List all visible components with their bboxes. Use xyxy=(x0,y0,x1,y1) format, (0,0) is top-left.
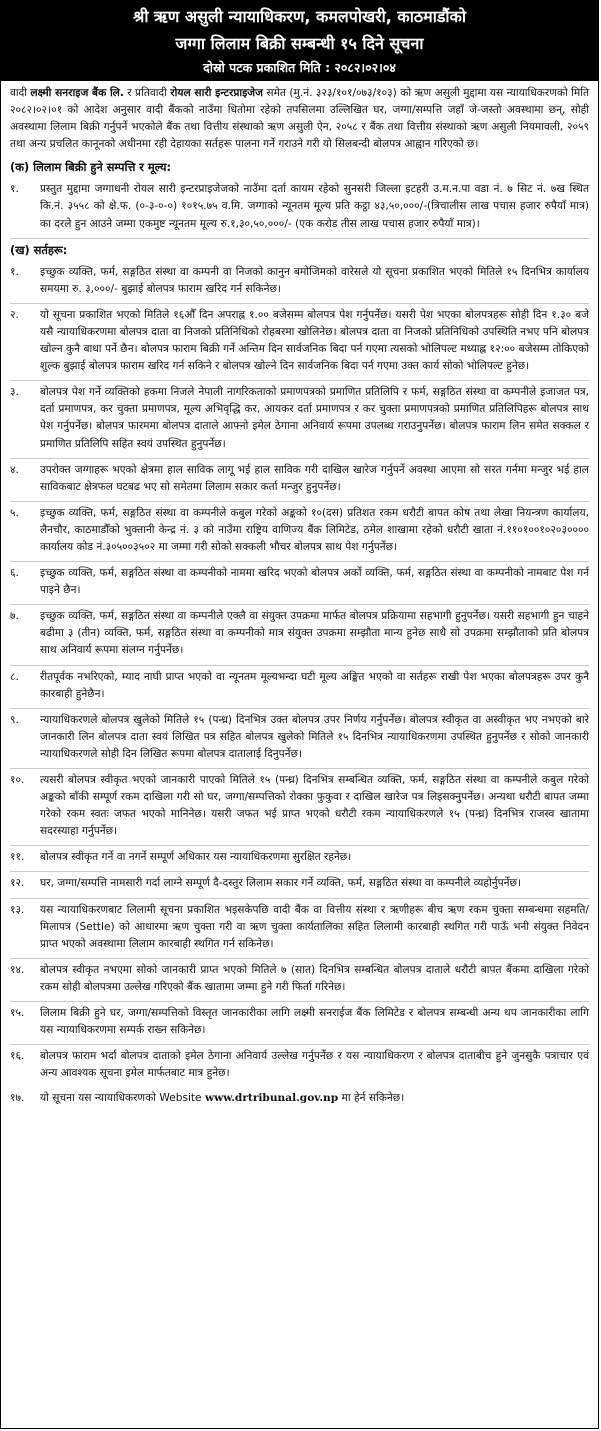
intro-mid: र प्रतिवादी xyxy=(123,87,171,99)
terms-item-text: उपरोक्त जग्गाहरू भएको क्षेत्रमा हाल साविक लागू भई हाल साविक गरी दाखिल खारेज गर्नुपर्ने अवस्था आएमा सो सरत गर्नमा मन्जुर भई हाल साविकबाट क्षेत्रफल घटबढ भए सो समेतमा लिलाम सकार कर्ता मन्जुर हुनुपर्नेछ। xyxy=(40,463,589,493)
terms-item-number: ११. xyxy=(10,851,25,864)
terms-item-text xyxy=(40,1090,589,1107)
section-property-heading: (क) लिलाम बिक्री हुने सम्पत्ति र मूल्य: xyxy=(10,160,172,175)
terms-item xyxy=(10,709,589,769)
terms-item xyxy=(10,562,589,605)
website-after: मा हेर्न सकिनेछ। xyxy=(338,1092,405,1105)
property-item-number: १. xyxy=(10,183,19,196)
terms-item-text: इच्छुक व्यक्ति, फर्म, सङ्गठित संस्था वा कम्पनीले एक्लै वा संयुक्त उपक्रमा मार्फत बोलपत्र प्रक्रियामा सहभागी हुनुपर्नेछ। यसरी सहभागी हुन चाहने बढीमा ३ (तीन) व्यक्ति, फर्म, सङ्गठित संस्था वा कम्पनीको मात्र संयुक्त उपक्रमा सम्झौता मान्य हुनेछ साथै सो उपक्रमा सम्झौताको प्रति बोलपत्र साथ अनिवार्य रूपमा संलग्न गर्नुपर्नेछ। xyxy=(40,610,589,657)
terms-item xyxy=(10,846,589,872)
terms-item xyxy=(10,899,589,959)
terms-item-number: १३. xyxy=(10,903,25,916)
terms-item-website xyxy=(10,1087,589,1112)
terms-item-number: १५. xyxy=(10,1007,25,1020)
terms-item-number: ४. xyxy=(10,463,19,476)
terms-item xyxy=(10,1002,589,1045)
intro-prefix: वादी xyxy=(10,87,31,99)
terms-item-number: ३. xyxy=(10,386,19,399)
terms-item xyxy=(10,872,589,898)
defendant-name: रोयल सारी इन्टरप्राइजेज xyxy=(170,87,264,99)
terms-item xyxy=(10,1045,589,1087)
terms-item-text: इच्छुक व्यक्ति, फर्म, सङ्गठित संस्था वा कम्पनी वा निजको कानुन बमोजिमको वारेसले यो सूचना प्रकाशित भएको मितिले १५ दिनभित्र कार्यालय समयमा रु. ३,०००/- बुझाई बोलपत्र फाराम खरिद गर्न सकिनेछ। xyxy=(40,265,589,295)
intro-text: समेत (मु.नं. ३२३/१०१/०७३/१०३) को ऋण असुली मुद्दामा यस न्यायाधिकरणको मिति २०८२।०२।०१ को आदेश अनुसार वादी बैंकको नाउँमा धितोमा रहेको तपसिलमा उल्लिखित घर, जग्गा/सम्पत्ति जहाँ जे-जस्तो अवस्थामा छन्, सोही अवस्थामा लिलाम बिक्री गर्नुपर्ने भएकोले बैंक तथा वित्तीय संस्थाको ऋण असुली ऐन, २०५८ र बैंक तथा वित्तीय संस्थाको ऋण असुली नियमावली, २०५९ तथा अन्य प्रचलित कानूनको अधीनमा रही देहायका सर्तहरू पालना गर्ने गराउने गरी यो सिलबन्दी बोलपत्र आह्वान गरिएको छ। xyxy=(10,87,590,151)
terms-item-number: ५. xyxy=(10,506,19,519)
property-item-text: प्रस्तुत मुद्दामा जग्गाधनी रोयल सारी इन्टरप्राइजेजको नाउँमा दर्ता कायम रहेको सुनसरी जिल्ला इटहरी उ.म.न.पा वडा नं. ७ सिट नं. ७ख स्थित कि.नं. ३५५८ को क्षे.फ. (०-३-०-०) १०१५.७५ व.मि. जग्गाको न्यूनतम मूल्य प्रति कट्ठा ४३,५०,०००/-(त्रिचालीस लाख पचास हजार रुपैयाँ मात्र) का दरले हुन आउने जम्मा एकमुष्ट न्यूनतम मूल्य रु.१,३०,५०,०००/- (एक करोड तीस लाख पचास हजार रुपैयाँ मात्र)। xyxy=(40,183,589,230)
terms-item xyxy=(10,261,589,304)
terms-item xyxy=(10,381,589,458)
published-date: दोस्रो पटक प्रकाशित मिति : २०८२।०२।०४ xyxy=(203,60,396,75)
notice-title-line2: जग्गा लिलाम बिक्री सम्बन्धी १५ दिने सूचना xyxy=(175,34,424,53)
plaintiff-name: लक्ष्मी सनराइज बैंक लि. xyxy=(30,87,124,99)
terms-item xyxy=(10,502,589,562)
terms-item xyxy=(10,666,589,709)
terms-item-number: १४. xyxy=(10,963,25,976)
property-item xyxy=(10,178,589,238)
terms-list xyxy=(10,261,589,1088)
terms-item-text: रीतपूर्वक नभरिएको, म्याद नाघी प्राप्त भएको वा न्यूनतम मूल्यभन्दा घटी मूल्य अङ्कित भएको वा सर्तहरू राखी पेश भएका बोलपत्रहरू उपर कुनै कारबाही हुनेछैन। xyxy=(40,670,589,700)
terms-item xyxy=(10,959,589,1002)
terms-item-number: १७. xyxy=(10,1092,25,1105)
terms-item-text: बोलपत्र फाराम भर्दा बोलपत्र दाताको इमेल ठेगाना अनिवार्य उल्लेख गर्नुपर्नेछ र यस न्यायाधिकरण र बोलपत्र दाताबीच हुने जुनसुकै पत्राचार एवं अन्य आवश्यक सूचना इमेल मार्फतबाट मात्र हुनेछ। xyxy=(40,1050,589,1080)
notice-title-line1: श्री ऋण असुली न्यायाधिकरण, कमलपोखरी, काठमाडौंको xyxy=(133,7,466,26)
terms-item-number: ७. xyxy=(10,610,19,623)
terms-item-number: ९. xyxy=(10,713,19,726)
terms-item-number: ८. xyxy=(10,670,19,683)
terms-item xyxy=(10,605,589,665)
terms-item xyxy=(10,459,589,502)
terms-item xyxy=(10,304,589,381)
terms-item-text: बोलपत्र स्वीकृत गर्ने वा नगर्ने सम्पूर्ण अधिकार यस न्यायाधिकरणमा सुरक्षित रहनेछ। xyxy=(40,851,352,864)
terms-item-text: न्यायाधिकरणले बोलपत्र खुलेको मितिले १५ (पन्ध्र) दिनभित्र उक्त बोलपत्र उपर निर्णय गर्नुपर्नेछ। बोलपत्र स्वीकृत वा अस्वीकृत भए नभएको बारे जानकारी लिन बोलपत्र दाता स्वयं लिखित पत्र सहित बोलपत्र खुलेको मितिले १५ दिनभित्र न्यायाधिकरणमा उपस्थित हुनुपर्नेछ र सोको जानकारी न्यायाधिकरणले सोही दिन लिखित रूपमा बोलपत्र दातालाई दिनुपर्नेछ। xyxy=(40,713,589,760)
terms-item-number: १०. xyxy=(10,774,25,786)
terms-item-text: बोलपत्र पेश गर्ने व्यक्तिको हकमा निजले नेपाली नागरिकताको प्रमाणपत्रको प्रमाणित प्रतिलिपि र फर्म, सङ्गठित संस्था वा कम्पनीले इजाजत पत्र, दर्ता प्रमाणपत्र, कर चुक्ता प्रमाणपत्र, मूल्य अभिवृद्धि कर, आयकर दर्ता प्रमाणपत्र र कर चुक्ता प्रमाणपत्रको प्रमाणित प्रतिलिपिहरू बोलपत्र साथ पेश गर्नुपर्नेछ। बोलपत्र फारममा बोलपत्र दाताले आफ्नो इमेल ठेगाना अनिवार्य रूपमा उपलब्ध गराउनुपर्नेछ। बोलपत्र फाराम लिन समेत सक्कल र प्रमाणित प्रतिलिपि सहित स्वयं उपस्थित हुनुपर्नेछ। xyxy=(40,386,589,450)
terms-item-text: यस न्यायाधिकरणबाट लिलामी सूचना प्रकाशित भइसकेपछि वादी बैंक वा वित्तीय संस्था र ऋणीहरू बीच ऋण रकम चुक्ता सम्बन्धमा सहमति/मिलापत्र (Settle) को आधारमा ऋण चुक्ता गरी वा ऋण चुक्ता कार्यतालिका सहित लिलामी कारबाही स्थगित गरी पाऊँ भनी संयुक्त निवेदन प्राप्त भएको अवस्थामा लिलाम कारबाही स्थगित गर्न सकिनेछ। xyxy=(40,903,589,950)
notice-header xyxy=(1,1,598,81)
section-terms-heading: (ख) सर्तहरू: xyxy=(10,242,68,257)
terms-item-number: १६. xyxy=(10,1050,25,1063)
terms-item-number: ६. xyxy=(10,567,19,580)
terms-item-text: इच्छुक व्यक्ति, फर्म, सङ्गठित संस्था वा कम्पनीले कबुल गरेको अङ्कको १०(दस) प्रतिशत रकम धरौटी बापत कोष तथा लेखा नियन्त्रण कार्यालय, लैनचौर, काठमाडौँको भुक्तानी केन्द्र नं. ३ को नाउँमा राष्ट्रिय वाणिज्य बैंक लिमिटेड, ठमेल शाखामा रहेको धरौटी खाता नं.११०१००१०२०३०००० कार्यालय कोड नं.३०५००३५०२ मा जम्मा गरी सोको सक्कली भौचर बोलपत्र साथ पेश गर्नुपर्नेछ। xyxy=(40,506,589,553)
terms-item-text: लिलाम बिक्री हुने घर, जग्गा/सम्पत्तिको विस्तृत जानकारीका लागि लक्ष्मी सनराईज बैंक लिमिटेड र बोलपत्र सम्बन्धी अन्य थप जानकारीका लागि यस न्यायाधिकरणमा सम्पर्क राख्न सकिनेछ। xyxy=(40,1007,589,1037)
website-link[interactable]: www.drtribunal.gov.np xyxy=(204,1092,339,1105)
website-before: यो सूचना यस न्यायाधिकरणको Website xyxy=(40,1092,205,1105)
intro-paragraph xyxy=(10,85,589,153)
terms-item-number: २. xyxy=(10,308,19,321)
terms-item-number: १. xyxy=(10,265,19,278)
notice-body xyxy=(1,81,598,1113)
terms-item-text: बोलपत्र स्वीकृत नभएमा सोको जानकारी प्राप्त भएको मितिले ७ (सात) दिनभित्र सम्बन्धित बोलपत्र दाताले धरौटी बापत बैंकमा दाखिला गरेको रकम सोही बोलपत्रमा उल्लेख गरिएको बैंक खातामा जम्मा हुने गरी फिर्ता गरिनेछ। xyxy=(40,963,589,993)
terms-item-text: इच्छुक व्यक्ति, फर्म, सङ्गठित संस्था वा कम्पनीको नाममा खरिद भएको बोलपत्र अर्को व्यक्ति, फर्म, सङ्गठित संस्था वा कम्पनीको नामबाट पेश गर्न पाइने छैन। xyxy=(40,567,589,597)
terms-item xyxy=(10,769,589,846)
terms-item-number: १२. xyxy=(10,877,25,890)
terms-item-text: त्यसरी बोलपत्र स्वीकृत भएको जानकारी पाएको मितिले १५ (पन्ध्र) दिनभित्र सम्बन्धित व्यक्ति, फर्म, सङ्गठित संस्था वा कम्पनीले कबुल गरेको अङ्कको बाँकी सम्पूर्ण रकम दाखिला गरी सो घर, जग्गा/सम्पत्तिको रोक्का फुकुवा र दाखिल खारेज पत्र लिइसक्नुपर्नेछ। अन्यथा धरौटी बापत जम्मा गरेको रकम स्वतः जफत भएको मानिनेछ। यसरी जफत भई प्राप्त भएको धरौटी रकम न्यायाधिकरणले १५ (पन्ध्र) दिनभित्र राजस्व खातामा सदरस्याहा गर्नुपर्नेछ। xyxy=(40,774,589,838)
terms-item-text: यो सूचना प्रकाशित भएको मितिले १६औँ दिन अपराह्न १.०० बजेसम्म बोलपत्र पेश गर्नुपर्नेछ। यसरी पेश भएका बोलपत्रहरू सोही दिन १.३० बजे यसै न्यायाधिकरणमा बोलपत्र दाता वा निजको प्रतिनिधिको रोहबरमा खोलिनेछ। बोलपत्र दाता वा निजको प्रतिनिधिको उपस्थिति नभए पनि बोलपत्र खोल्न कुनै बाधा पर्ने छैन। बोलपत्र फाराम बिक्री गर्ने अन्तिम दिन सार्वजनिक बिदा पर्न गएमा त्यसको भोलिपल्ट मध्याह्न १२:०० बजेसम्म तोकिएको शुल्क बुझाई बोलपत्र फाराम खरिद गर्न सकिने र बोलपत्र खोल्ने दिन सार्वजनिक बिदा पर्न गएमा उक्त कार्य सोको भोलिपल्ट हुनेछ। xyxy=(40,308,589,373)
terms-item-text: घर, जग्गा/सम्पत्ति नामसारी गर्दा लाग्ने सम्पूर्ण दै-दस्तुर लिलाम सकार गर्ने व्यक्ति, फर्म, सङ्गठित संस्था वा कम्पनीले व्यहोर्नुपर्नेछ। xyxy=(40,877,521,890)
